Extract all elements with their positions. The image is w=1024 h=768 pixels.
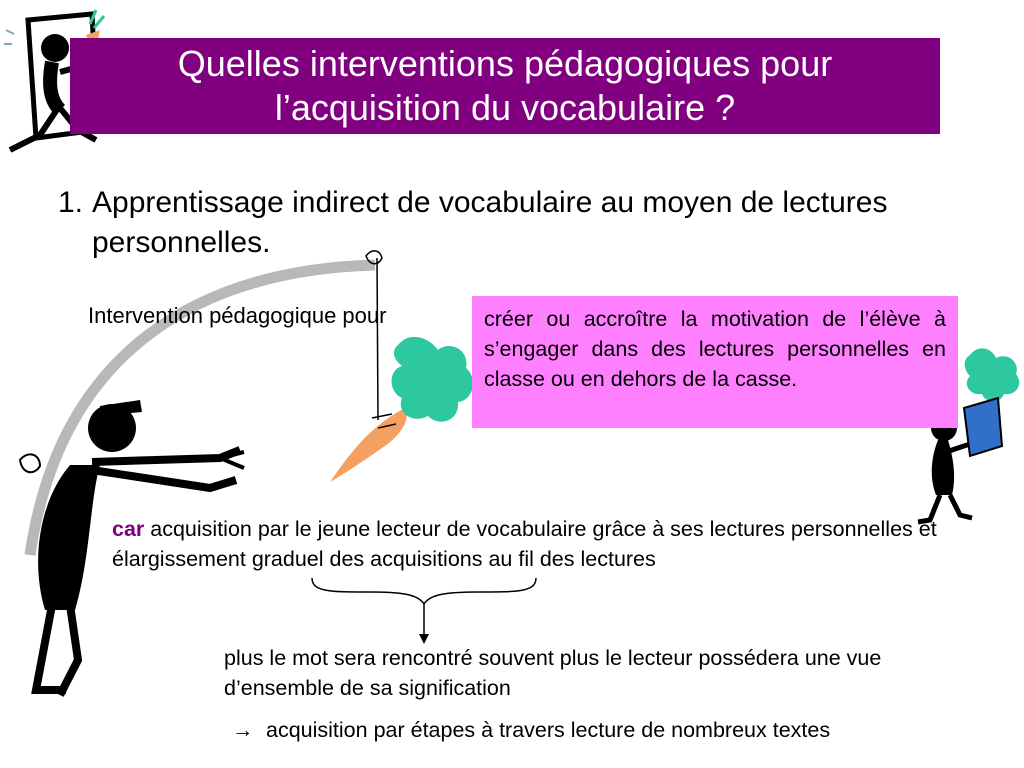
title-line-1: Quelles interventions pédagogiques pour — [177, 43, 833, 84]
fishing-line — [377, 258, 378, 420]
green-leaves-right-icon — [965, 348, 1019, 401]
green-leaves-icon — [392, 337, 473, 422]
right-arrow-icon: → — [232, 718, 254, 742]
point-text: Apprentissage indirect de vocabulaire au moyen de lectures personnelles. — [92, 186, 888, 259]
motivation-box: créer ou accroître la motivation de l’élève à s’engager dans des lectures personnelles en classe ou en dehors de la casse. — [472, 296, 958, 428]
curly-brace-icon — [312, 578, 536, 604]
car-text: acquisition par le jeune lecteur de vocabulaire grâce à ses lectures personnelles et élargissement graduel des acquisitions au fil des lectures — [112, 517, 937, 571]
intervention-label: Intervention pédagogique pour — [88, 303, 387, 328]
point-number: 1. — [58, 186, 84, 219]
result-paragraph: plus le mot sera rencontré souvent plus le lecteur possédera une vue d’ensemble de sa signification — [224, 646, 882, 700]
conclusion-line — [232, 718, 830, 743]
carrot-icon — [330, 408, 407, 482]
car-keyword: car — [112, 517, 145, 541]
slide-title — [70, 38, 940, 134]
title-line-2: l’acquisition du vocabulaire ? — [274, 87, 736, 128]
car-paragraph — [112, 514, 962, 574]
conclusion-text: acquisition par étapes à travers lecture de nombreux textes — [266, 718, 831, 742]
